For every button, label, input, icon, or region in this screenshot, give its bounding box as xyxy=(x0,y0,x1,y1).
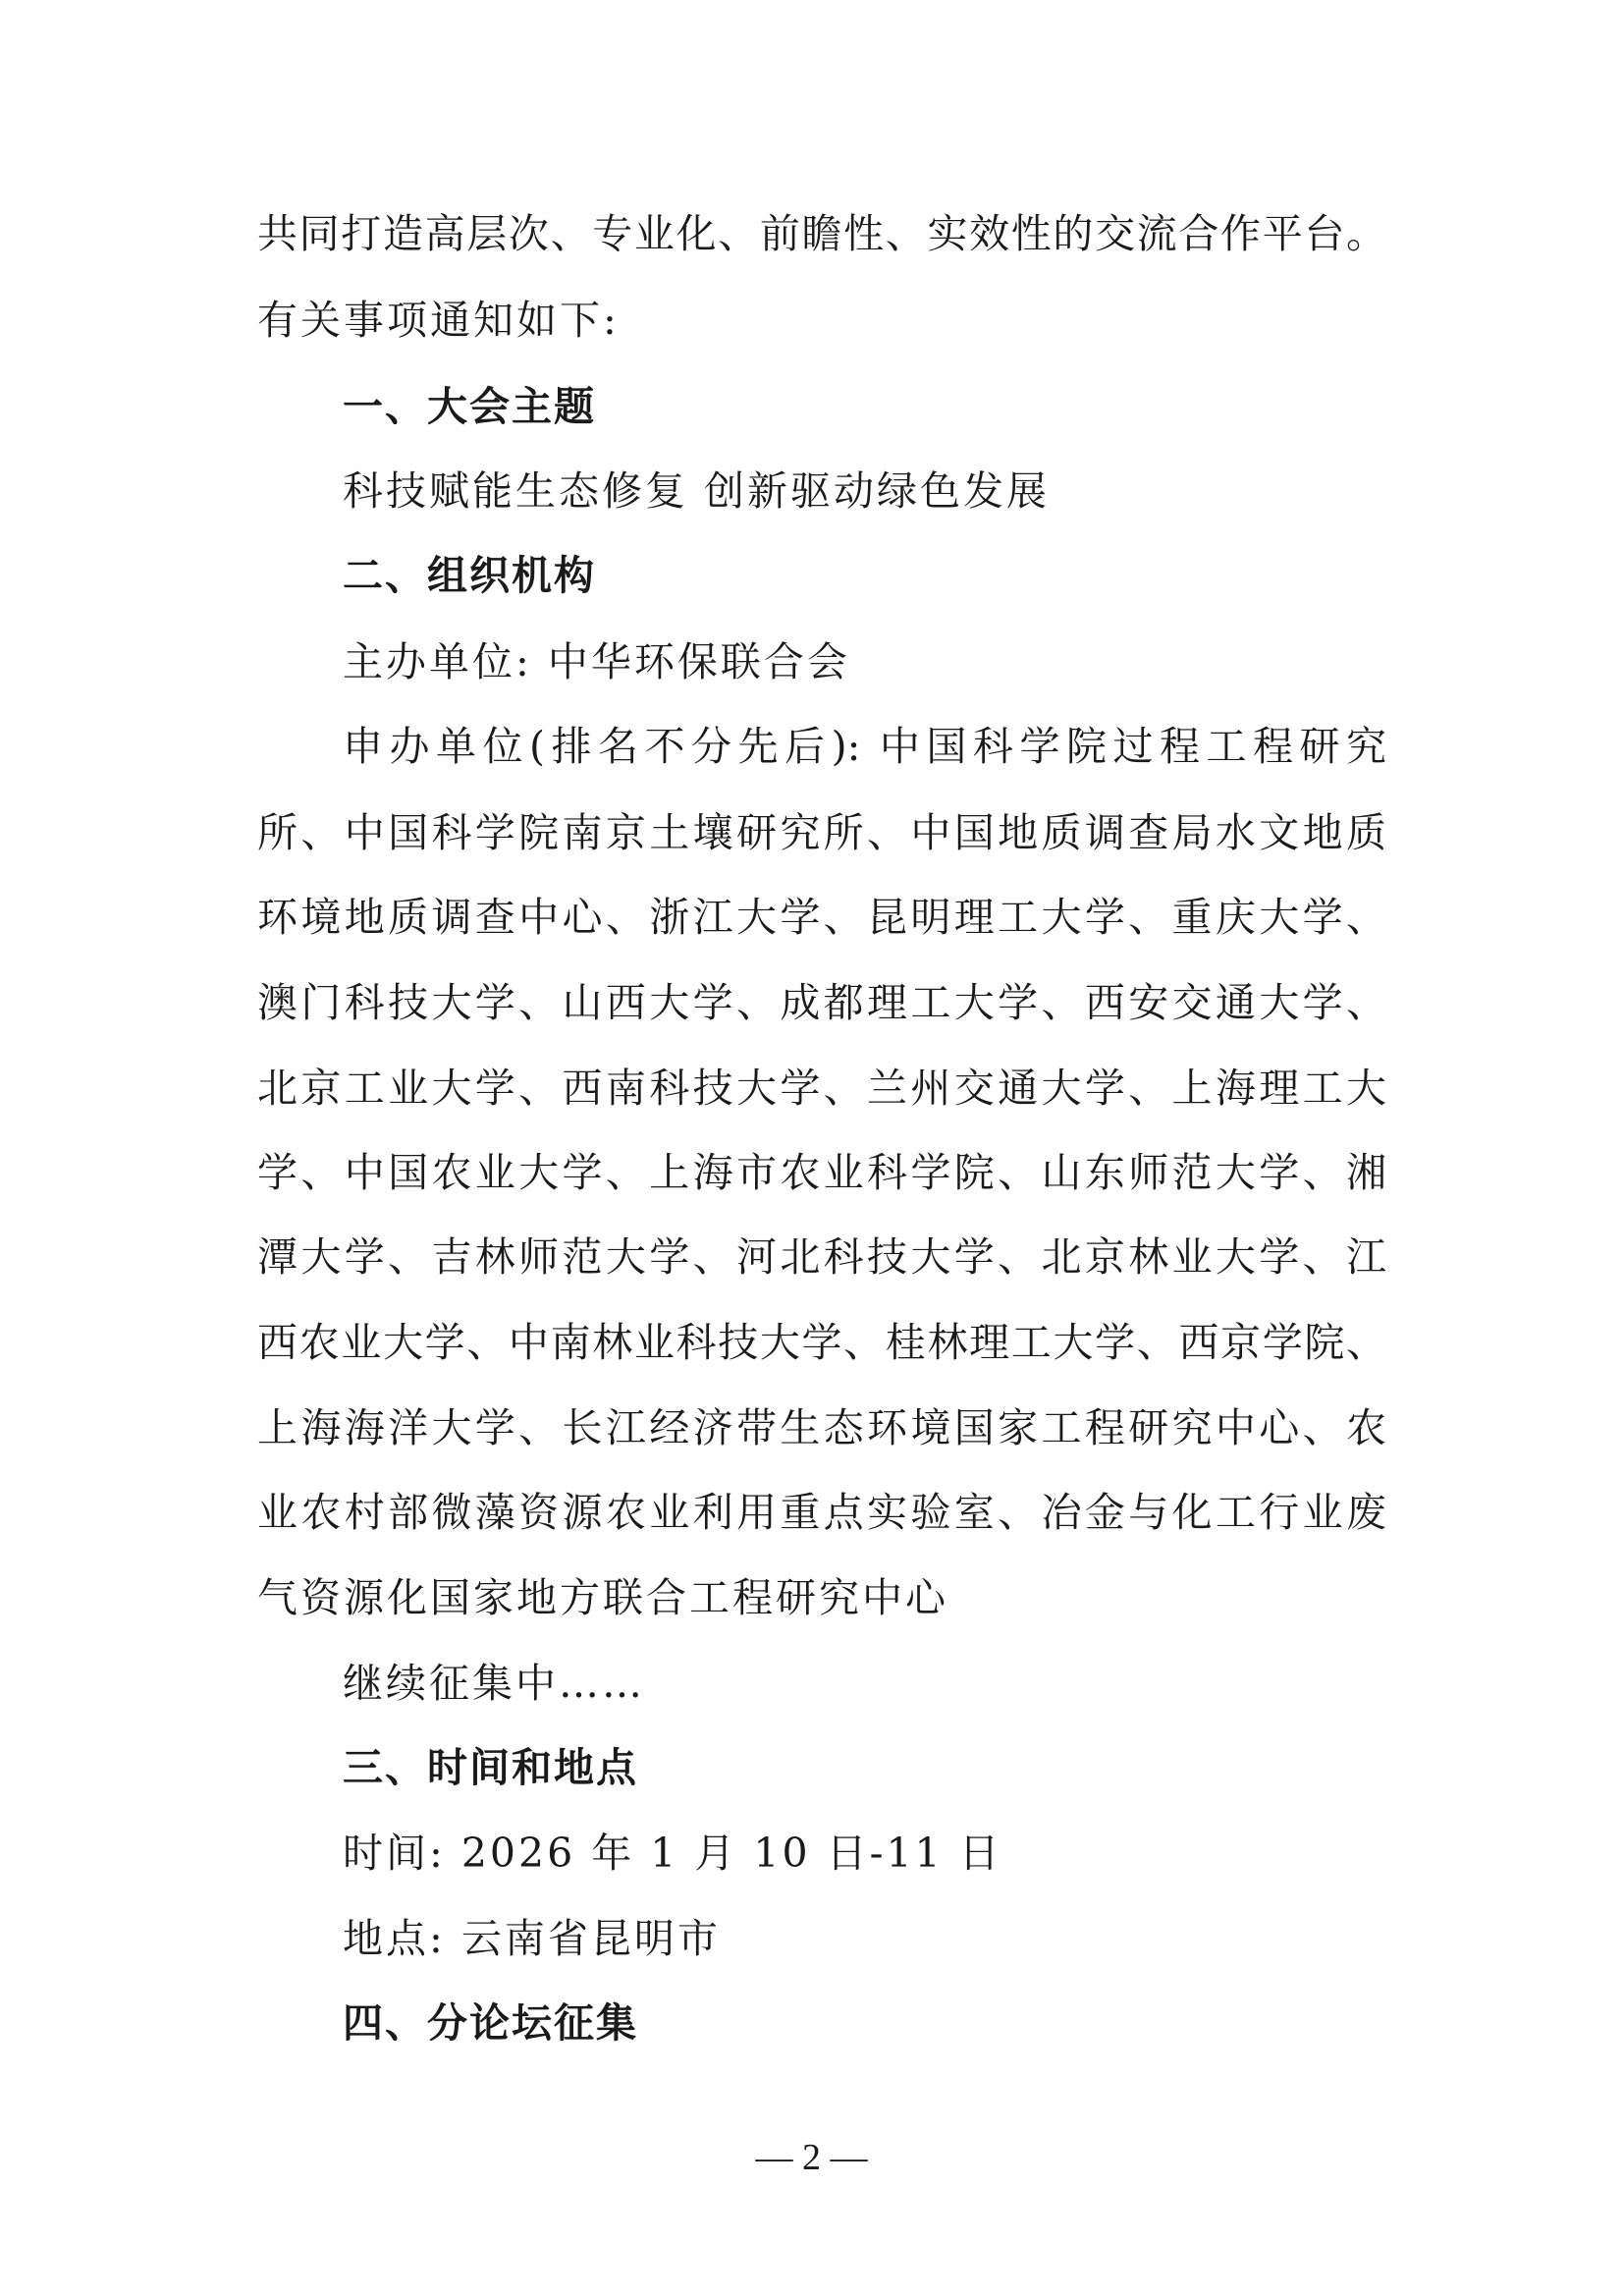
co-organizers-line-3: 环境地质调查中心、浙江大学、昆明理工大学、重庆大学、 xyxy=(257,894,1386,941)
host-organizer: 主办单位: 中华环保联合会 xyxy=(343,638,850,685)
co-organizers-line-7: 潭大学、吉林师范大学、河北科技大学、北京林业大学、江 xyxy=(257,1233,1386,1281)
co-organizers-line-1: 申办单位(排名不分先后): 中国科学院过程工程研究 xyxy=(343,723,1386,770)
co-organizers-line-11: 气资源化国家地方联合工程研究中心 xyxy=(257,1574,948,1621)
intro-line-2: 有关事项通知如下: xyxy=(257,297,620,344)
section-4-heading: 四、分论坛征集 xyxy=(343,1999,638,2047)
co-organizers-line-10: 业农村部微藻资源农业利用重点实验室、冶金与化工行业废 xyxy=(257,1489,1386,1536)
co-organizers-line-9: 上海海洋大学、长江经济带生态环境国家工程研究中心、农 xyxy=(257,1404,1386,1451)
section-2-heading: 二、组织机构 xyxy=(343,552,596,599)
section-3-heading: 三、时间和地点 xyxy=(343,1744,638,1791)
continuing-collection: 继续征集中…… xyxy=(343,1660,645,1707)
intro-line-1: 共同打造高层次、专业化、前瞻性、实效性的交流合作平台。 xyxy=(257,210,1386,257)
co-organizers-line-6: 学、中国农业大学、上海市农业科学院、山东师范大学、湘 xyxy=(257,1149,1386,1196)
section-1-theme: 科技赋能生态修复 创新驱动绿色发展 xyxy=(343,467,1051,515)
co-organizers-line-4: 澳门科技大学、山西大学、成都理工大学、西安交通大学、 xyxy=(257,979,1386,1026)
page-number: — 2 — xyxy=(755,2137,868,2178)
co-organizers-line-8: 西农业大学、中南林业科技大学、桂林理工大学、西京学院、 xyxy=(257,1319,1386,1366)
co-organizers-line-2: 所、中国科学院南京土壤研究所、中国地质调查局水文地质 xyxy=(257,809,1386,856)
co-organizers-line-5: 北京工业大学、西南科技大学、兰州交通大学、上海理工大 xyxy=(257,1065,1386,1112)
event-time: 时间: 2026 年 1 月 10 日-11 日 xyxy=(343,1830,1002,1877)
section-1-heading: 一、大会主题 xyxy=(343,383,596,430)
event-place: 地点: 云南省昆明市 xyxy=(343,1915,721,1962)
